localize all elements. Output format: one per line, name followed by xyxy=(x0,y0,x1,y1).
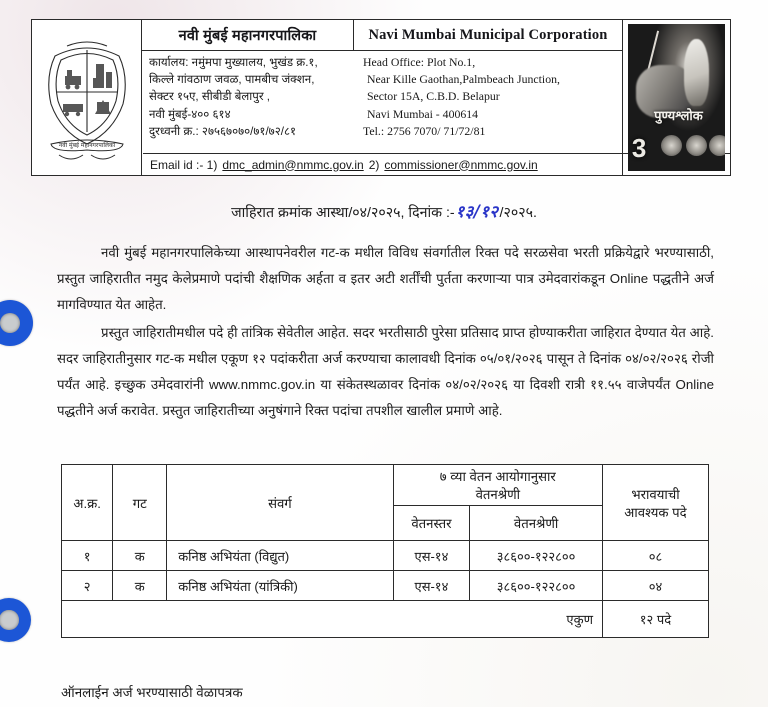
header-pay-commission-line-1: ७ व्या वेतन आयोगानुसार xyxy=(439,469,556,484)
vacant-posts-table xyxy=(61,464,709,638)
advertisement-number-prefix: जाहिरात क्रमांक आस्था/०४/२०२५, दिनांक :- xyxy=(231,205,455,221)
email-label: Email id :- 1) xyxy=(150,157,218,172)
address-english-line-3: Sector 15A, C.B.D. Belapur xyxy=(367,89,500,104)
header-pay-commission-group xyxy=(393,465,602,506)
table-row xyxy=(62,541,709,571)
header-sr-no: अ.क्र. xyxy=(62,465,113,541)
punch-hole-ring-top xyxy=(0,300,33,346)
header-group: गट xyxy=(113,465,167,541)
letterhead-text-block xyxy=(142,20,622,175)
header-posts-required xyxy=(602,465,708,541)
cell-cadre: कनिष्ठ अभियंता (विद्युत) xyxy=(167,541,393,571)
cell-cadre: कनिष्ठ अभियंता (यांत्रिकी) xyxy=(167,571,393,601)
cell-sr-no: १ xyxy=(62,541,113,571)
address-marathi-line-5: दुरध्वनी क्र.: २७५६७०७०/७१/७२/८१ xyxy=(149,124,296,138)
handwritten-date: १३/१२ xyxy=(455,202,499,221)
coin-emblem-3 xyxy=(709,135,725,156)
header-pay-scale: वेतनश्रेणी xyxy=(470,506,603,541)
header-posts-line-1: भरावयाची xyxy=(631,486,680,502)
cell-posts: ०८ xyxy=(602,541,708,571)
schedule-heading: ऑनलाईन अर्ज भरण्यासाठी वेळापत्रक xyxy=(61,685,243,700)
cell-group: क xyxy=(113,571,167,601)
nmmc-emblem-cell xyxy=(32,20,142,175)
header-cadre: संवर्ग xyxy=(167,465,393,541)
coin-emblem-2 xyxy=(686,135,707,156)
email-2-index: 2) xyxy=(368,157,380,172)
nmmc-emblem-icon xyxy=(37,32,137,164)
table-row xyxy=(62,571,709,601)
advertisement-number-suffix: /२०२५. xyxy=(499,205,537,221)
cell-posts: ०४ xyxy=(602,571,708,601)
email-link-dmc-admin[interactable]: dmc_admin@nmmc.gov.in xyxy=(222,157,364,172)
address-english-line-2: Near Kille Gaothan,Palmbeach Junction, xyxy=(367,72,560,87)
svg-text:नवी मुंबई महानगरपालिका: नवी मुंबई महानगरपालिका xyxy=(58,141,115,149)
table-body xyxy=(62,541,709,638)
photo-numeral: 3 xyxy=(631,132,647,163)
commemorative-photo-cell xyxy=(622,20,730,175)
rider-shape xyxy=(684,39,709,107)
email-link-commissioner[interactable]: commissioner@nmmc.gov.in xyxy=(384,157,538,172)
paragraph-1: नवी मुंबई महानगरपालिकेच्या आस्थापनेवरील गट-क मधील विविध संवर्गातील रिक्त पदे सरळसेवा भरती प्रक्रियेद्वारे भरण्यासाठी, प्रस्तुत जाहिरातीत नमुद केलेप्रमाणे पदांची शैक्षणिक अर्हता व इतर अटी शर्तींची पुर्तता करणाऱ्या पात्र उमेदवारांकडून Online पद्धतीने अर्ज मागविण्यात येत आहेत. xyxy=(57,245,714,312)
corporation-title-english: Navi Mumbai Municipal Corporation xyxy=(368,26,608,43)
advertisement-number-line xyxy=(0,199,768,222)
address-marathi-line-2: किल्ले गांवठाण जवळ, पामबीच जंक्शन, xyxy=(149,73,315,87)
cell-pay-level: एस-१४ xyxy=(393,541,470,571)
cell-pay-scale: ३८६००-१२२८०० xyxy=(470,571,603,601)
header-pay-level: वेतनस्तर xyxy=(393,506,470,541)
table-head xyxy=(62,465,709,541)
header-pay-commission-line-2: वेतनश्रेणी xyxy=(475,487,521,502)
address-english-line-5: Tel.: 2756 7070/ 71/72/81 xyxy=(363,123,486,138)
address-english-line-1: Head Office: Plot No.1, xyxy=(363,55,476,69)
total-value: १२ पदे xyxy=(602,601,708,638)
punch-hole-ring-bottom xyxy=(0,598,31,642)
address-marathi-line-1: कार्यालय: नमुंमपा मुख्यालय, भुखंड क्र.१, xyxy=(149,56,318,69)
table-header-row-1 xyxy=(62,465,709,506)
paragraph-2: प्रस्तुत जाहिरातीमधील पदे ही तांत्रिक सेवेतील आहेत. सदर भरतीसाठी पुरेसा प्रतिसाद प्राप्त होण्याकरीता जाहिरात देण्यात येत आहे. सदर जाहिरातीनुसार गट-क मधील एकूण १२ पदांकरीता अर्ज करण्याचा कालावधी दिनांक ०५/०१/२०२६ पासून ते दिनांक ०४/०२/२०२६ रोजी पर्यंत आहे. इच्छुक उमेदवारांनी www.nmmc.gov.in या संकेतस्थळावर दिनांक ०४/०२/२०२६ या दिवशी रात्री ११.५५ वाजेपर्यंत Online पद्धतीने अर्ज करावेत. प्रस्तुत जाहिरातीच्या अनुषंगाने रिक्त पदांचा तपशील खालील प्रमाणे आहे. xyxy=(57,325,714,418)
cell-pay-scale: ३८६००-१२२८०० xyxy=(470,541,603,571)
letterhead-titles-row xyxy=(142,20,622,51)
coin-emblem-1 xyxy=(661,135,682,156)
address-english-line-4: Navi Mumbai - 400614 xyxy=(367,106,479,121)
punyashlok-ahilyabai-image xyxy=(628,24,725,171)
cell-group: क xyxy=(113,541,167,571)
address-marathi-line-3: सेक्टर १५ए, सीबीडी बेलापुर , xyxy=(149,90,271,104)
header-posts-line-2: आवश्यक पदे xyxy=(624,504,687,520)
table-total-row xyxy=(62,601,709,638)
corporation-title-marathi: नवी मुंबई महानगरपालिका xyxy=(142,20,354,50)
photo-caption-marathi: पुण्यश्लोक xyxy=(654,108,703,124)
address-marathi-line-4: नवी मुंबई-४०० ६१४ xyxy=(149,107,231,121)
cell-pay-level: एस-१४ xyxy=(393,571,470,601)
total-label: एकुण xyxy=(62,601,603,638)
cell-sr-no: २ xyxy=(62,571,113,601)
letterhead-header xyxy=(31,19,731,176)
